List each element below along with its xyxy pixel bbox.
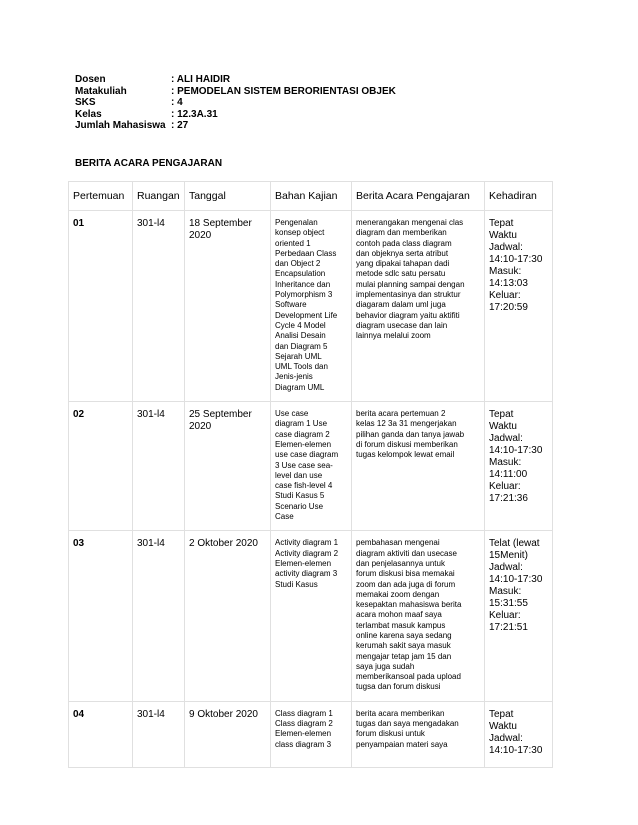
cell-bahan-kajian: Use case diagram 1 Use case diagram 2 Elemen-elemen use case diagram 3 Use case sea- level dan use case fish-level 4 Studi Kasus 5 Scenario Use Case [271,402,352,531]
sks-label: SKS [75,97,96,108]
header-ruangan: Ruangan [133,182,185,211]
cell-tanggal: 18 September 2020 [185,211,271,402]
cell-pertemuan: 01 [69,211,133,402]
header-berita-acara: Berita Acara Pengajaran [352,182,485,211]
cell-bahan-kajian: Class diagram 1 Class diagram 2 Elemen-elemen class diagram 3 [271,701,352,767]
cell-pertemuan: 02 [69,402,133,531]
matakuliah-label: Matakuliah [75,85,127,97]
dosen-label: Dosen [75,74,106,85]
header-kehadiran: Kehadiran [485,182,553,211]
cell-ruangan: 301-l4 [133,531,185,701]
kelas-label: Kelas [75,108,102,120]
cell-ruangan: 301-l4 [133,211,185,402]
cell-kehadiran: Tepat Waktu Jadwal: 14:10-17:30 Masuk: 14:11:00 Keluar: 17:21:36 [485,402,553,531]
cell-tanggal: 9 Oktober 2020 [185,701,271,767]
section-title: BERITA ACARA PENGAJARAN [75,158,223,169]
info-row-matakuliah [75,86,396,98]
course-info [75,74,396,132]
cell-kehadiran: Tepat Waktu Jadwal: 14:10-17:30 Masuk: 14:13:03 Keluar: 17:20:59 [485,211,553,402]
cell-tanggal: 25 September 2020 [185,402,271,531]
teaching-record-table [68,181,553,768]
cell-kehadiran: Tepat Waktu Jadwal: 14:10-17:30 [485,701,553,767]
kelas-value: : 12.3A.31 [171,108,218,120]
cell-pertemuan: 03 [69,531,133,701]
cell-pertemuan: 04 [69,701,133,767]
header-pertemuan: Pertemuan [69,182,133,211]
header-bahan-kajian: Bahan Kajian [271,182,352,211]
table-row [69,211,553,402]
table-row [69,531,553,701]
matakuliah-value: : PEMODELAN SISTEM BERORIENTASI OBJEK [171,85,396,97]
cell-tanggal: 2 Oktober 2020 [185,531,271,701]
cell-ruangan: 301-l4 [133,402,185,531]
cell-berita-acara: menerangakan mengenai clas diagram dan memberikan contoh pada class diagram dan objeknya serta atribut yang dipakai tahapan dadi metode sdlc satu persatu mulai planning sampai dengan implementasinya dan struktur diagaram dalam uml juga behavior diagram yaitu aktifiti diagram usecase dan lain lainnya melalui zoom [352,211,485,402]
cell-kehadiran: Telat (lewat 15Menit) Jadwal: 14:10-17:30 Masuk: 15:31:55 Keluar: 17:21:51 [485,531,553,701]
info-row-sks [75,97,396,109]
info-row-kelas [75,109,396,121]
jumlah-label: Jumlah Mahasiswa [75,120,166,131]
dosen-value: : ALI HAIDIR [171,74,231,85]
table-header-row [69,182,553,211]
cell-bahan-kajian: Activity diagram 1 Activity diagram 2 Elemen-elemen activity diagram 3 Studi Kasus [271,531,352,701]
cell-berita-acara: berita acara pertemuan 2 kelas 12 3a 31 mengerjakan pilihan ganda dan tanya jawab di forum diskusi memberikan tugas kelompok lewat email [352,402,485,531]
cell-berita-acara: pembahasan mengenai diagram aktiviti dan usecase dan penjelasannya untuk forum diskusi bisa memakai zoom dan ada juga di forum memakai zoom dengan kesepaktan mahasiswa berita acara mohon maaf saya terlambat masuk kampus online karena saya sedang kerumah sakit saya masuk mengajar tetap jam 15 dan saya juga sudah memberikansoal pada upload tugsa dan forum diskusi [352,531,485,701]
jumlah-value: : 27 [171,120,189,131]
cell-ruangan: 301-l4 [133,701,185,767]
header-tanggal: Tanggal [185,182,271,211]
sks-value: : 4 [171,97,183,108]
table-row [69,402,553,531]
cell-bahan-kajian: Pengenalan konsep object oriented 1 Perbedaan Class dan Object 2 Encapsulation Inheritance dan Polymorphism 3 Software Development Life Cycle 4 Model Analisi Desain dan Diagram 5 Sejarah UML UML Tools dan Jenis-jenis Diagram UML [271,211,352,402]
table-row [69,701,553,767]
info-row-jumlah [75,120,396,132]
info-row-dosen [75,74,396,86]
cell-berita-acara: berita acara memberikan tugas dan saya mengadakan forum diskusi untuk penyampaian materi saya [352,701,485,767]
